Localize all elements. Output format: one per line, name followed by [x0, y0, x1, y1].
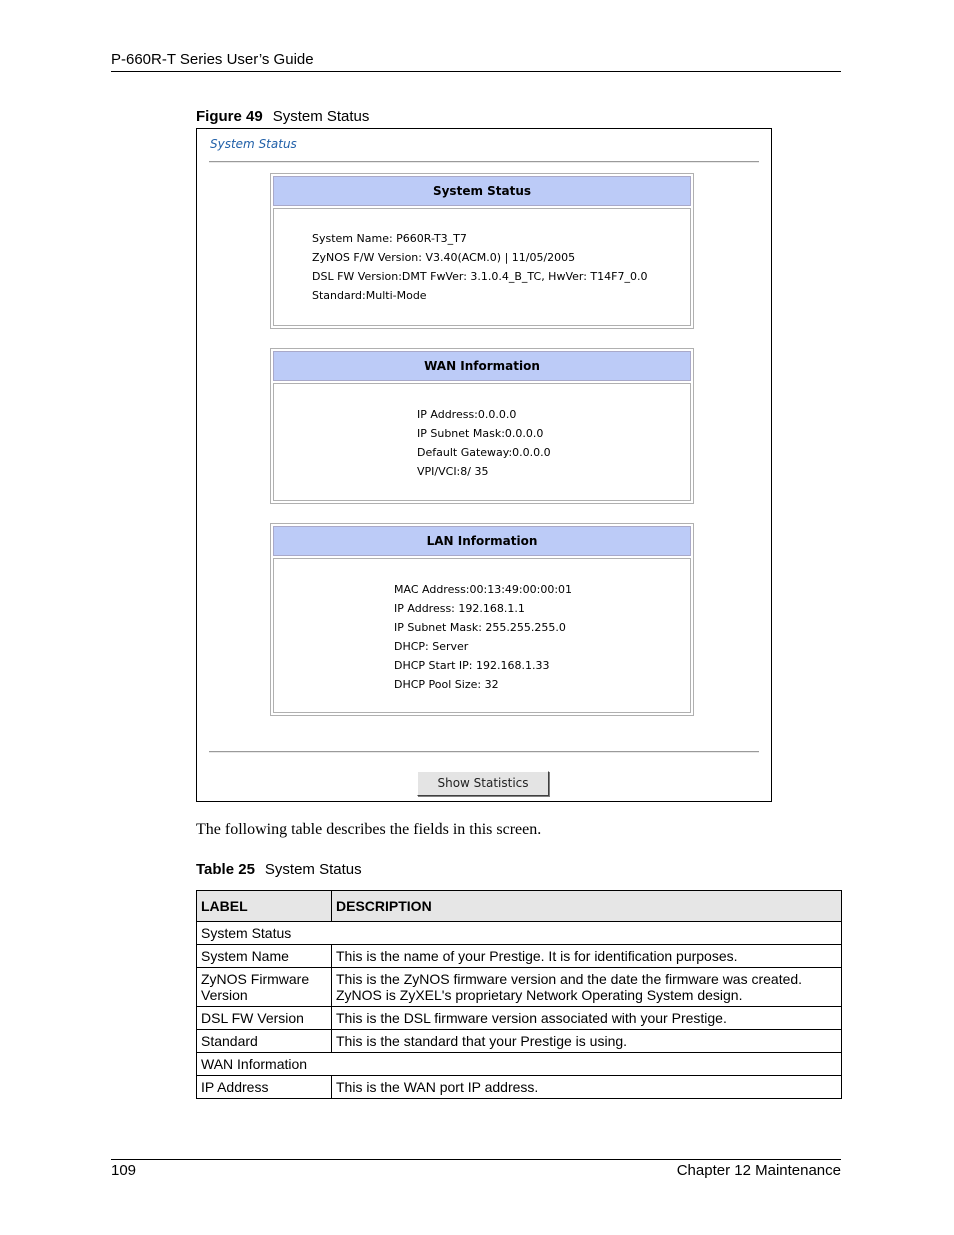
system-name-line: System Name: P660R-T3_T7 [312, 232, 467, 245]
lan-mac-address-line: MAC Address:00:13:49:00:00:01 [394, 583, 573, 596]
figure-label: Figure 49 [196, 108, 263, 125]
wan-information-lines [417, 405, 551, 481]
figure-title: System Status [272, 108, 370, 125]
wan-information-panel [270, 348, 694, 504]
field-description-table [196, 890, 842, 1099]
description-cell: This is the name of your Prestige. It is for identification purposes. [332, 945, 842, 968]
description-cell: This is the WAN port IP address. [332, 1076, 842, 1099]
table-caption [196, 861, 362, 878]
dsl-fw-version-line: DSL FW Version:DMT FwVer: 3.1.0.4_B_TC, HwVer: T14F7_0.0 [312, 270, 648, 283]
section-cell: System Status [197, 922, 842, 945]
lan-subnet-mask-line: IP Subnet Mask: 255.255.255.0 [394, 621, 566, 634]
lan-dhcp-pool-size-line: DHCP Pool Size: 32 [394, 678, 499, 691]
header-divider [111, 71, 841, 72]
label-cell: Standard [197, 1030, 332, 1053]
system-status-lines [312, 229, 647, 305]
label-cell: IP Address [197, 1076, 332, 1099]
wan-default-gateway-line: Default Gateway:0.0.0.0 [417, 446, 551, 459]
system-status-heading: System Status [273, 176, 691, 206]
description-cell: This is the DSL firmware version associated with your Prestige. [332, 1007, 842, 1030]
table-section-row [197, 922, 842, 945]
lan-information-panel [270, 523, 694, 716]
screen-title: System Status [210, 137, 297, 151]
wan-information-body [273, 383, 691, 501]
label-cell: System Name [197, 945, 332, 968]
description-cell: This is the standard that your Prestige is using. [332, 1030, 842, 1053]
lan-information-heading: LAN Information [273, 526, 691, 556]
table-row [197, 945, 842, 968]
lan-dhcp-line: DHCP: Server [394, 640, 469, 653]
table-row [197, 1076, 842, 1099]
table-row [197, 968, 842, 1007]
screenshot-frame [196, 128, 772, 802]
system-status-panel [270, 173, 694, 329]
description-column-header: DESCRIPTION [332, 891, 842, 922]
footer-divider [111, 1159, 841, 1160]
standard-line: Standard:Multi-Mode [312, 289, 427, 302]
section-cell: WAN Information [197, 1053, 842, 1076]
chapter-title: Chapter 12 Maintenance [676, 1162, 841, 1179]
system-status-body [273, 208, 691, 326]
lan-ip-address-line: IP Address: 192.168.1.1 [394, 602, 525, 615]
intro-paragraph: The following table describes the fields in this screen. [196, 821, 542, 838]
table-title: System Status [264, 861, 362, 878]
wan-subnet-mask-line: IP Subnet Mask:0.0.0.0 [417, 427, 544, 440]
show-statistics-button[interactable]: Show Statistics [417, 771, 549, 796]
label-cell: DSL FW Version [197, 1007, 332, 1030]
description-cell: This is the ZyNOS firmware version and the date the firmware was created. ZyNOS is ZyXEL's proprietary Network Operating System design. [332, 968, 842, 1007]
wan-ip-address-line: IP Address:0.0.0.0 [417, 408, 517, 421]
label-cell: ZyNOS Firmware Version [197, 968, 332, 1007]
lan-information-lines [394, 580, 572, 694]
wan-information-heading: WAN Information [273, 351, 691, 381]
table-row [197, 1030, 842, 1053]
firmware-version-line: ZyNOS F/W Version: V3.40(ACM.0) | 11/05/2005 [312, 251, 576, 264]
page-number: 109 [111, 1162, 137, 1179]
table-header-row [197, 891, 842, 922]
label-column-header: LABEL [197, 891, 332, 922]
title-divider [209, 161, 759, 163]
table-label: Table 25 [196, 861, 255, 878]
wan-vpi-vci-line: VPI/VCI:8/ 35 [417, 465, 489, 478]
running-header: P-660R-T Series User’s Guide [111, 51, 314, 68]
button-divider [209, 751, 759, 753]
table-row [197, 1007, 842, 1030]
lan-information-body [273, 558, 691, 713]
lan-dhcp-start-ip-line: DHCP Start IP: 192.168.1.33 [394, 659, 550, 672]
table-section-row [197, 1053, 842, 1076]
figure-caption [196, 108, 369, 125]
